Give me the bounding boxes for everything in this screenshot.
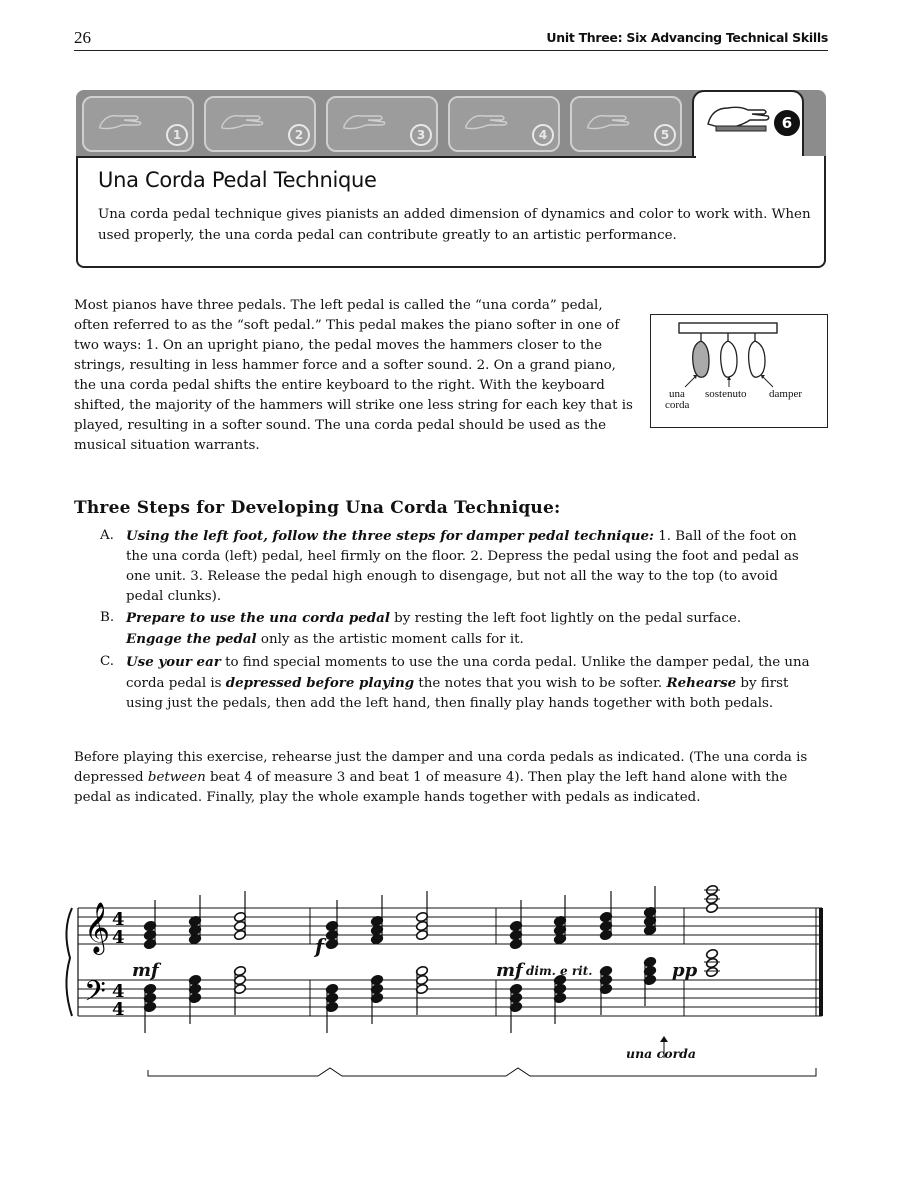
step-letter: A. [100,528,114,543]
step-b-text-2: only as the artistic moment calls for it. [256,632,524,647]
notehead [705,957,718,968]
time-signature-bottom: 4 [112,927,125,948]
grand-staff-brace [66,908,72,1016]
steps-heading: Three Steps for Developing Una Corda Technique: [74,498,561,518]
notehead [705,966,718,977]
technique-content-box [76,156,826,268]
step-letter: C. [100,654,115,669]
time-signature-top: 4 [112,909,125,930]
technique-tab-3 [326,96,438,152]
sostenuto-label: sostenuto [705,388,747,400]
time-signature-top: 4 [112,981,125,1002]
hand-icon [96,108,156,132]
tab-number: 3 [410,124,432,146]
dynamic-pp-m4: pp [672,960,698,981]
hand-on-pedal-icon [702,100,778,134]
exercise-instructions [74,748,822,808]
instructions-part-1: Before playing this exercise, rehearse just the damper and una corda pedals as indicated. (The una corda is depressed [74,750,808,785]
step-b-text-1: by resting the left foot lightly on the pedal surface. [389,611,742,626]
step-letter: B. [100,610,115,625]
technique-intro: Una corda pedal technique gives pianists an added dimension of dynamics and color to work with. When used properly, the una corda pedal can contribute greatly to an artistic performance. [98,207,811,243]
treble-clef-icon: 𝄞 [84,902,111,953]
running-head: Unit Three: Six Advancing Technical Skills [546,30,828,45]
technique-tab-1 [82,96,194,152]
instructions-italic: between [147,770,206,785]
tab-number: 1 [166,124,188,146]
pedal-diagram [650,314,828,428]
una-corda-marking: una corda [626,1046,697,1061]
dynamic-mf-m1: mf [132,960,159,981]
technique-title: Una Corda Pedal Technique [98,168,377,192]
final-barline-thick [819,908,823,1016]
grand-staff [60,850,830,1090]
step-a-emphasis: Using the left foot, follow the three steps for damper pedal technique: [126,528,654,544]
technique-tab-4 [448,96,560,152]
damper-pedal-bracket [148,1068,816,1076]
dim-e-rit: dim. e rit. [526,964,593,978]
bass-clef-icon: 𝄢 [84,975,106,1015]
hand-icon [340,108,400,132]
intro-paragraph: Most pianos have three pedals. The left pedal is called the “una corda” pedal, often referred to as the “soft pedal.” This pedal makes the piano softer in one of two ways: 1. On an upright piano, the pedal moves the hammers closer to the strings, resulting in less hammer force and a softer sound. 2. On a grand piano, the una corda pedal shifts the entire keyboard to the right. With the keyboard shifted, the majority of the hammers will strike one less string for each key that is played, resulting in a softer sound. The una corda pedal should be used as the musical situation warrants. [74,298,633,453]
dynamic-f-m2: f [315,934,324,958]
hand-icon [218,108,278,132]
step-a-text: 1. Ball of the foot on the una corda (left) pedal, heel firmly on the floor. 2. Depress the pedal using the foot and pedal as one unit. 3. Release the pedal high enough to disengage, but not all the way to the top (to avoid pedal clunks). [126,529,799,604]
step-c [100,652,818,714]
step-a [100,526,818,607]
time-signature-bottom: 4 [112,999,125,1020]
notehead [705,902,718,913]
header-rule [74,50,828,51]
una-corda-label-1: una [669,388,685,400]
step-c-emphasis-1: Use your ear [126,654,221,670]
step-b-emphasis-1: Prepare to use the una corda pedal [126,610,390,626]
hand-icon [584,108,644,132]
hand-icon [462,108,522,132]
music-excerpt [60,850,830,1090]
step-b [100,608,818,650]
technique-banner [76,90,826,270]
damper-label: damper [769,388,802,400]
una-corda-arrow-head [660,1036,668,1042]
una-corda-label-2: corda [665,399,690,411]
step-c-text-1: to find special moments to use the una corda pedal. Unlike the damper pedal, the una corda pedal is [126,655,810,691]
dynamic-mf-m3: mf [496,960,523,981]
instructions-part-2: beat 4 of measure 3 and beat 1 of measure 4). Then play the left hand alone with the pedal as indicated. Finally, play the whole example hands together with pedals as indicated. [74,770,788,805]
page-number: 26 [74,28,91,47]
step-c-emphasis-2: depressed before playing [225,675,415,691]
step-c-text-2: the notes that you wish to be softer. [414,676,667,691]
tab-number: 2 [288,124,310,146]
technique-tab-5 [570,96,682,152]
tab-number: 6 [774,110,800,136]
notehead [705,948,718,959]
step-c-emphasis-3: Rehearse [666,675,737,691]
page-header [74,26,828,52]
technique-tab-2 [204,96,316,152]
step-b-emphasis-2: Engage the pedal [126,631,257,647]
step-c-text-3: by first using just the pedals, then add the left hand, then finally play hands together with both pedals. [126,676,789,711]
technique-tabstrip [76,90,826,156]
technique-tab-6-active [692,90,804,158]
tab-number: 4 [532,124,554,146]
tab-number: 5 [654,124,676,146]
